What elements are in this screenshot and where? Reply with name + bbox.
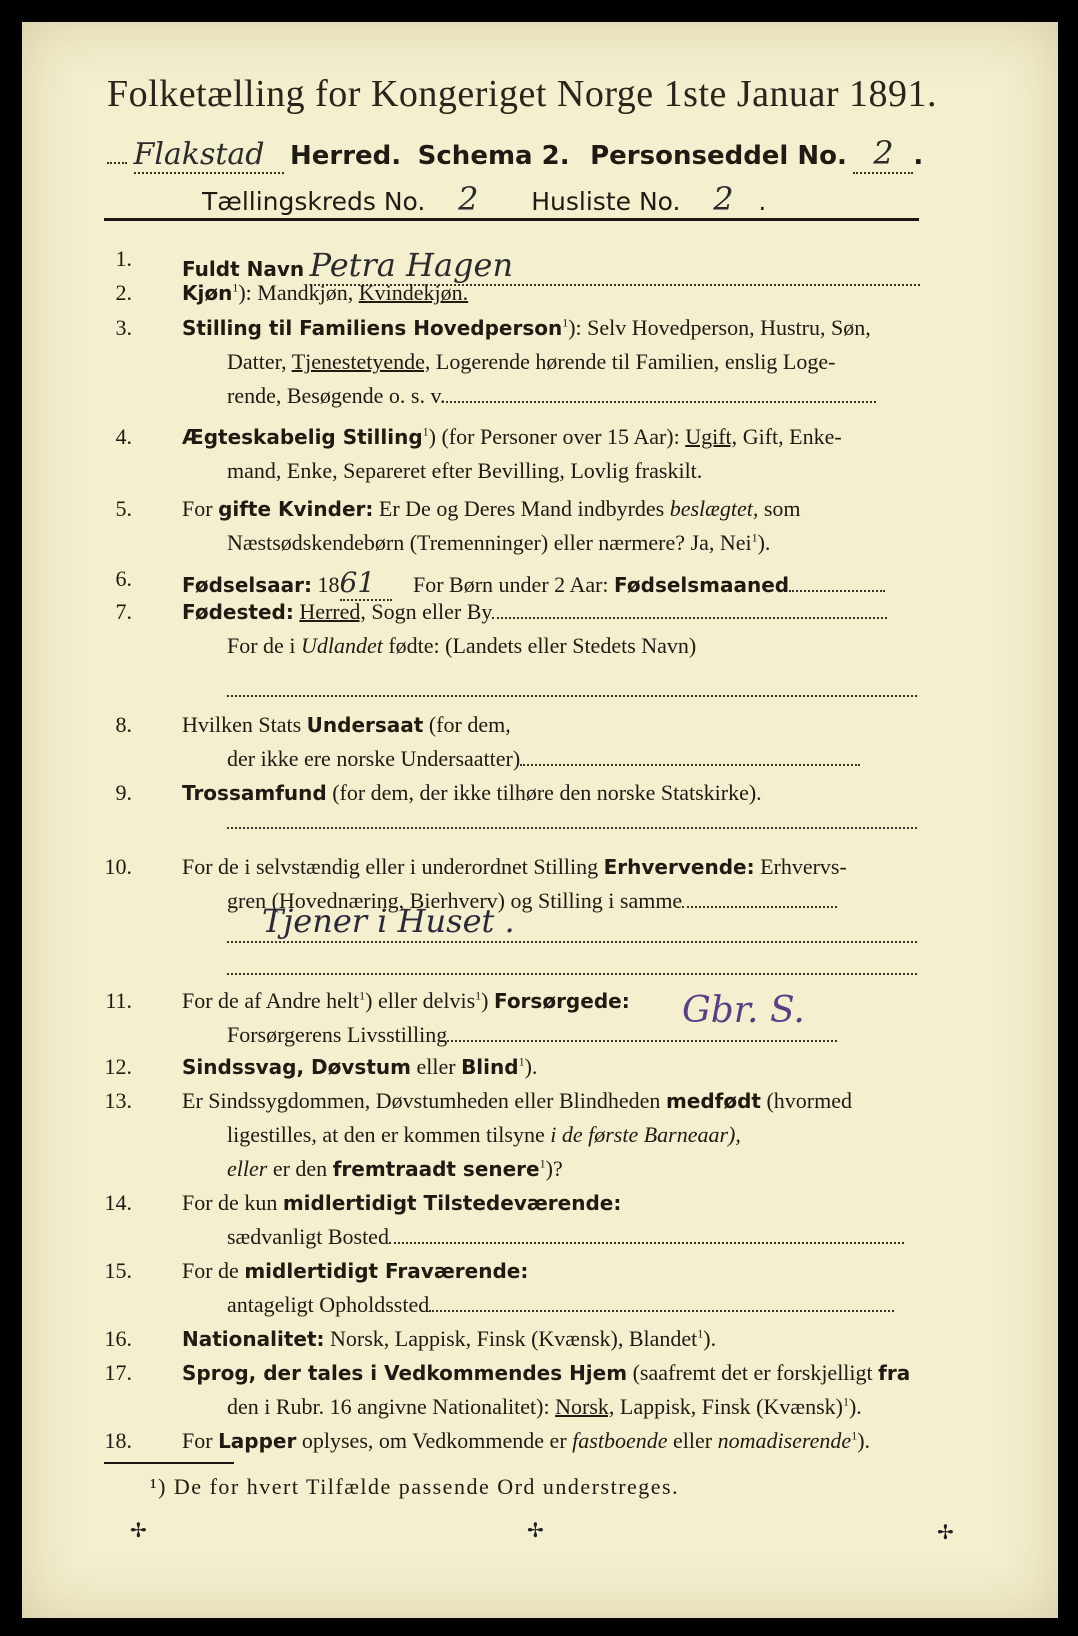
option-text: der ikke ere norske Undersaatter) <box>227 746 521 771</box>
item-15-line1 <box>182 1258 528 1284</box>
option-text: antageligt Opholdssted <box>227 1292 430 1317</box>
item-number: 3. <box>115 315 132 340</box>
item-number: 15. <box>104 1258 132 1283</box>
option-text: fastboende <box>572 1428 668 1453</box>
item-number: 18. <box>104 1428 132 1453</box>
full-name-label: Fuldt Navn <box>182 257 305 281</box>
footnote-marker: 1 <box>851 1428 858 1443</box>
item-10-line1 <box>182 854 847 880</box>
item-14-line1 <box>182 1190 621 1216</box>
option-text: Lappisk, Finsk (Kvænsk) <box>619 1394 843 1419</box>
husliste-label: Husliste No. <box>531 187 681 216</box>
footnote-divider <box>104 1462 234 1464</box>
language-label: Sprog, der tales i Vedkommendes Hjem <box>182 1361 628 1385</box>
option-text: Datter, <box>227 349 287 374</box>
marital-status-label: Ægteskabelig Stilling <box>182 425 423 449</box>
birth-year-label: Fødselsaar: <box>182 573 312 597</box>
corner-mark-right: ✢ <box>937 1522 954 1544</box>
full-name-handwritten: Petra Hagen <box>310 246 920 286</box>
option-text: For de i <box>227 633 296 658</box>
item-number: 12. <box>104 1054 132 1079</box>
item-17-line2 <box>227 1394 862 1420</box>
item-5-line1 <box>182 496 801 522</box>
option-text: ). <box>857 1428 871 1453</box>
married-women-label: gifte Kvinder: <box>218 497 374 521</box>
item-number: 17. <box>104 1360 132 1385</box>
family-position-selected: Tjenestetyende, <box>291 349 431 374</box>
item-5-line2 <box>227 530 770 556</box>
item-number: 9. <box>115 780 132 805</box>
option-text: Er Sindssygdommen, Døvstumheden eller Blindheden <box>182 1088 661 1113</box>
birthplace-label: Fødested: <box>182 600 294 624</box>
footnote-marker: 1 <box>842 1394 849 1409</box>
center-mark: ✢ <box>527 1520 544 1542</box>
item-12 <box>182 1054 537 1080</box>
option-text: ) eller delvis <box>365 988 476 1013</box>
option-text: fødte: (Landets eller Stedets Navn) <box>388 633 697 658</box>
item-3-line3 <box>227 383 876 409</box>
disability-label: Sindssvag, Døvstum <box>182 1055 411 1079</box>
option-text: Næstsødskendebørn (Tremenninger) eller nærmere? Ja, Nei <box>227 530 752 555</box>
item-18 <box>182 1428 870 1454</box>
schema-label: Schema 2. <box>417 141 570 171</box>
sex-label: Kjøn <box>182 281 233 305</box>
item-15-line2 <box>227 1292 894 1318</box>
herred-line: Flakstad Herred. Schema 2. Personseddel No. 2 . <box>107 134 923 174</box>
item-8-line2 <box>227 746 860 772</box>
option-text: ). <box>757 530 771 555</box>
item-3-line1 <box>182 315 871 341</box>
occupation-handwritten: Tjener i Huset . <box>262 902 515 940</box>
item-2 <box>182 280 468 306</box>
item-number: 11. <box>105 988 132 1013</box>
answer-line <box>227 972 917 975</box>
option-text: i de første Barneaar), <box>550 1122 741 1147</box>
religion-label: Trossamfund <box>182 781 327 805</box>
kreds-line: Tællingskreds No. 2 Husliste No. 2 . <box>202 180 767 218</box>
option-text: (saafremt det er forskjelligt <box>632 1360 873 1385</box>
option-text: rende, Besøgende o. s. v. <box>227 383 446 408</box>
answer-line <box>227 694 917 697</box>
option-text: beslægtet, <box>669 496 759 521</box>
option-text: For de kun <box>182 1190 278 1215</box>
option-text: mand, Enke, Separeret efter Bevilling, Lovlig fraskilt. <box>227 458 703 483</box>
family-position-label: Stilling til Familiens Hovedperson <box>182 316 563 340</box>
item-number: 5. <box>115 496 132 521</box>
dependent-label: Forsørgede: <box>493 989 630 1013</box>
option-text: ) (for Personer over 15 Aar): <box>428 424 680 449</box>
option-text: Forsørgerens Livsstilling <box>227 1022 448 1047</box>
item-number: 6. <box>115 566 132 591</box>
item-6 <box>182 566 885 601</box>
corner-mark-left: ✢ <box>130 1520 147 1542</box>
form-title: Folketælling for Kongeriget Norge 1ste Januar 1891. <box>107 73 938 115</box>
item-17-line1 <box>182 1360 910 1386</box>
item-4-line1 <box>182 424 842 450</box>
item-7-line2 <box>227 633 696 659</box>
option-text: For de i selvstændig eller i underordnet Stilling <box>182 854 599 879</box>
sami-label: Lapper <box>218 1429 297 1453</box>
item-number: 1. <box>115 246 132 271</box>
footnote-marker: 1 <box>518 1054 525 1069</box>
item-13-line1 <box>182 1088 852 1114</box>
option-text: Erhvervs- <box>760 854 847 879</box>
option-text: )? <box>545 1156 563 1181</box>
option-text: nomadiserende <box>717 1428 852 1453</box>
footnote-marker: 1 <box>475 988 482 1003</box>
birth-year-prefix: 18 <box>317 572 340 597</box>
item-number: 4. <box>115 424 132 449</box>
citizenship-label: Undersaat <box>306 713 424 737</box>
item-4-line2 <box>227 458 702 484</box>
sex-options: ): Mandkjøn, <box>238 280 354 305</box>
footnote-marker: 1 <box>359 988 366 1003</box>
item-number: 8. <box>115 712 132 737</box>
item-7-line1 <box>182 599 887 625</box>
footnote-marker: 1 <box>562 315 569 330</box>
option-text: er den <box>272 1156 328 1181</box>
item-13-line3 <box>227 1156 563 1182</box>
option-text: Hvilken Stats <box>182 712 302 737</box>
birthplace-selected: Herred, <box>299 599 366 624</box>
footnote-marker: 1 <box>422 424 429 439</box>
item-number: 2. <box>115 280 132 305</box>
item-number: 7. <box>115 599 132 624</box>
option-text: ). <box>524 1054 538 1079</box>
option-text: ligestilles, at den er kommen tilsyne <box>227 1122 545 1147</box>
option-text: Gift, Enke- <box>742 424 842 449</box>
item-number: 13. <box>104 1088 132 1113</box>
kreds-handwritten: 2 <box>433 180 503 220</box>
option-text: sædvanligt Bosted <box>227 1224 389 1249</box>
herred-label: Herred. <box>290 141 402 171</box>
item-number: 10. <box>104 854 132 879</box>
item-number: 16. <box>104 1326 132 1351</box>
marital-status-selected: Ugift, <box>685 424 738 449</box>
later-onset-label: fremtraadt senere <box>332 1157 540 1181</box>
option-text: (for dem, der ikke tilhøre den norske Statskirke). <box>332 780 762 805</box>
family-position-options: ): Selv Hovedperson, Hustru, Søn, <box>568 315 871 340</box>
option-text: For de <box>182 1258 239 1283</box>
item-13-line2 <box>227 1122 741 1148</box>
option-text: For Børn under 2 Aar: <box>413 572 609 597</box>
item-3-line2 <box>227 349 835 375</box>
temporary-present-label: midlertidigt Tilstedeværende: <box>282 1191 622 1215</box>
option-text: den i Rubr. 16 angivne Nationalitet): <box>227 1394 550 1419</box>
footnote-marker: 1 <box>697 1326 704 1341</box>
birth-month-label: Fødselsmaaned <box>614 573 790 597</box>
personseddel-label: Personseddel No. <box>590 141 847 171</box>
option-text: oplyses, om Vedkommende er <box>301 1428 567 1453</box>
item-14-line2 <box>227 1224 904 1250</box>
item-16 <box>182 1326 716 1352</box>
footnote-marker: 1 <box>751 530 758 545</box>
option-text: Norsk, Lappisk, Finsk (Kvænsk), Blandet <box>330 1326 698 1351</box>
option-text: (hvormed <box>766 1088 853 1113</box>
option-text: fra <box>878 1361 911 1385</box>
option-text: For <box>182 496 213 521</box>
item-9 <box>182 780 762 806</box>
occupation-label: Erhvervende: <box>603 855 755 879</box>
option-text: eller <box>672 1428 713 1453</box>
option-text: For de af Andre helt <box>182 988 360 1013</box>
item-number: 14. <box>104 1190 132 1215</box>
option-text: eller <box>416 1054 456 1079</box>
option-text: Sogn eller By <box>371 599 493 624</box>
husliste-handwritten: 2 <box>688 180 758 220</box>
header-divider <box>104 218 919 221</box>
option-text: eller <box>227 1156 268 1181</box>
option-text: gren (Hovednæring, Bierhverv) og Stilling i samme <box>227 888 683 913</box>
option-text: ). <box>703 1326 717 1351</box>
footnote: ¹) De for hvert Tilfælde passende Ord understreges. <box>150 1474 680 1499</box>
blind-label: Blind <box>461 1055 519 1079</box>
option-text: Udlandet <box>300 633 383 658</box>
personseddel-handwritten: 2 <box>853 134 913 174</box>
provider-handwritten: Gbr. S. <box>682 990 805 1031</box>
option-text: For <box>182 1428 213 1453</box>
census-form-page <box>22 22 1058 1618</box>
option-text: Er De og Deres Mand indbyrdes <box>378 496 665 521</box>
congenital-label: medfødt <box>665 1089 761 1113</box>
footnote-marker: 1 <box>232 280 239 295</box>
birth-year-handwritten: 61 <box>340 566 392 601</box>
answer-line <box>227 940 917 943</box>
answer-line <box>227 826 917 829</box>
language-selected: Norsk, <box>555 1394 615 1419</box>
option-text: (for dem, <box>428 712 511 737</box>
footnote-marker: 1 <box>539 1156 546 1171</box>
herred-handwritten: Flakstad <box>134 137 284 174</box>
option-text: ). <box>848 1394 862 1419</box>
temporary-absent-label: midlertidigt Fraværende: <box>244 1259 529 1283</box>
option-text: Logerende hørende til Familien, enslig Loge- <box>435 349 836 374</box>
kreds-label: Tællingskreds No. <box>202 187 426 216</box>
item-11-line1: For de af Andre helt$^1$) eller delvis$^1$) Forsørgede: <box>182 988 630 1013</box>
nationality-label: Nationalitet: <box>182 1327 325 1351</box>
sex-selected: Kvindekjøn. <box>358 280 469 305</box>
option-text: som <box>763 496 801 521</box>
item-8-line1 <box>182 712 511 738</box>
